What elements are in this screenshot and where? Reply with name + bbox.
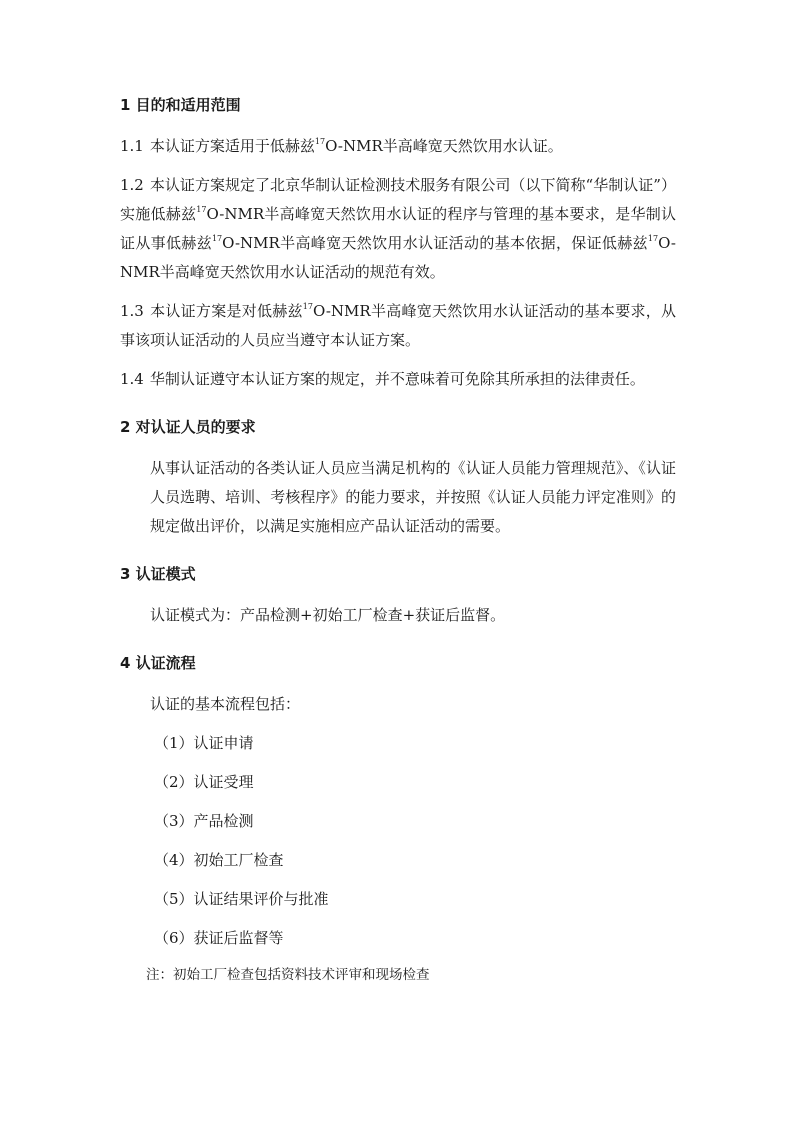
process-step: （1）认证申请 [154,734,254,752]
superscript: 17 [211,234,223,243]
clause-number: 1.4 [120,370,144,388]
section-3-body: 认证模式为：产品检测+初始工厂检查+获证后监督。 [150,606,506,624]
footnote: 注：初始工厂检查包括资料技术评审和现场检查 [146,967,430,983]
section-heading-1: 1 目的和适用范围 [120,96,241,114]
clause-1-1 [120,132,676,161]
process-step: （3）产品检测 [154,812,254,830]
clause-text: 本认证方案是对低赫兹 [149,302,303,320]
document-body [120,92,676,987]
clause-text: O-NMR半高峰宽天然饮用水认证活动的基本依据，保证低赫兹 [222,234,648,252]
section-heading-2: 2 对认证人员的要求 [120,418,256,436]
clause-1-3 [120,297,676,355]
clause-text: O-NMR半高峰宽天然饮用水认证的程序与管理的基本要求，是华制认证从事低赫兹 [120,205,676,252]
clause-1-4 [120,365,676,394]
section-2-body: 从事认证活动的各类认证人员应当满足机构的《认证人员能力管理规范》、《认证人员选聘、培训、考核程序》的能力要求，并按照《认证人员能力评定准则》的规定做出评价，以满足实施相应产品认证活动的需要。 [150,459,676,535]
superscript: 17 [196,205,207,214]
process-step: （4）初始工厂检查 [154,851,284,869]
clause-1-2 [120,171,676,287]
clause-text: 本认证方案适用于低赫兹 [149,137,315,155]
section-heading-4: 4 认证流程 [120,654,196,672]
process-step: （6）获证后监督等 [154,929,284,947]
process-step: （5）认证结果评价与批准 [154,890,329,908]
clause-text: O-NMR半高峰宽天然饮用水认证活动的规范有效。 [120,234,676,281]
process-step: （2）认证受理 [154,773,254,791]
clause-text: 本认证方案规定了北京华制认证检测技术服务有限公司（以下简称“华制认证”）实施低赫兹 [120,176,676,223]
clause-text: 华制认证遵守本认证方案的规定，并不意味着可免除其所承担的法律责任。 [149,370,645,388]
clause-number: 1.1 [120,137,144,155]
clause-number: 1.2 [120,176,144,194]
superscript: 17 [302,302,313,311]
clause-text: O-NMR半高峰宽天然饮用水认证。 [325,137,563,155]
clause-number: 1.3 [120,302,144,320]
section-heading-3: 3 认证模式 [120,565,196,583]
clause-text: O-NMR半高峰宽天然饮用水认证活动的基本要求，从事该项认证活动的人员应当遵守本认证方案。 [120,302,676,349]
section-4-intro: 认证的基本流程包括： [150,695,301,713]
superscript: 17 [314,137,326,146]
superscript: 17 [647,234,659,243]
